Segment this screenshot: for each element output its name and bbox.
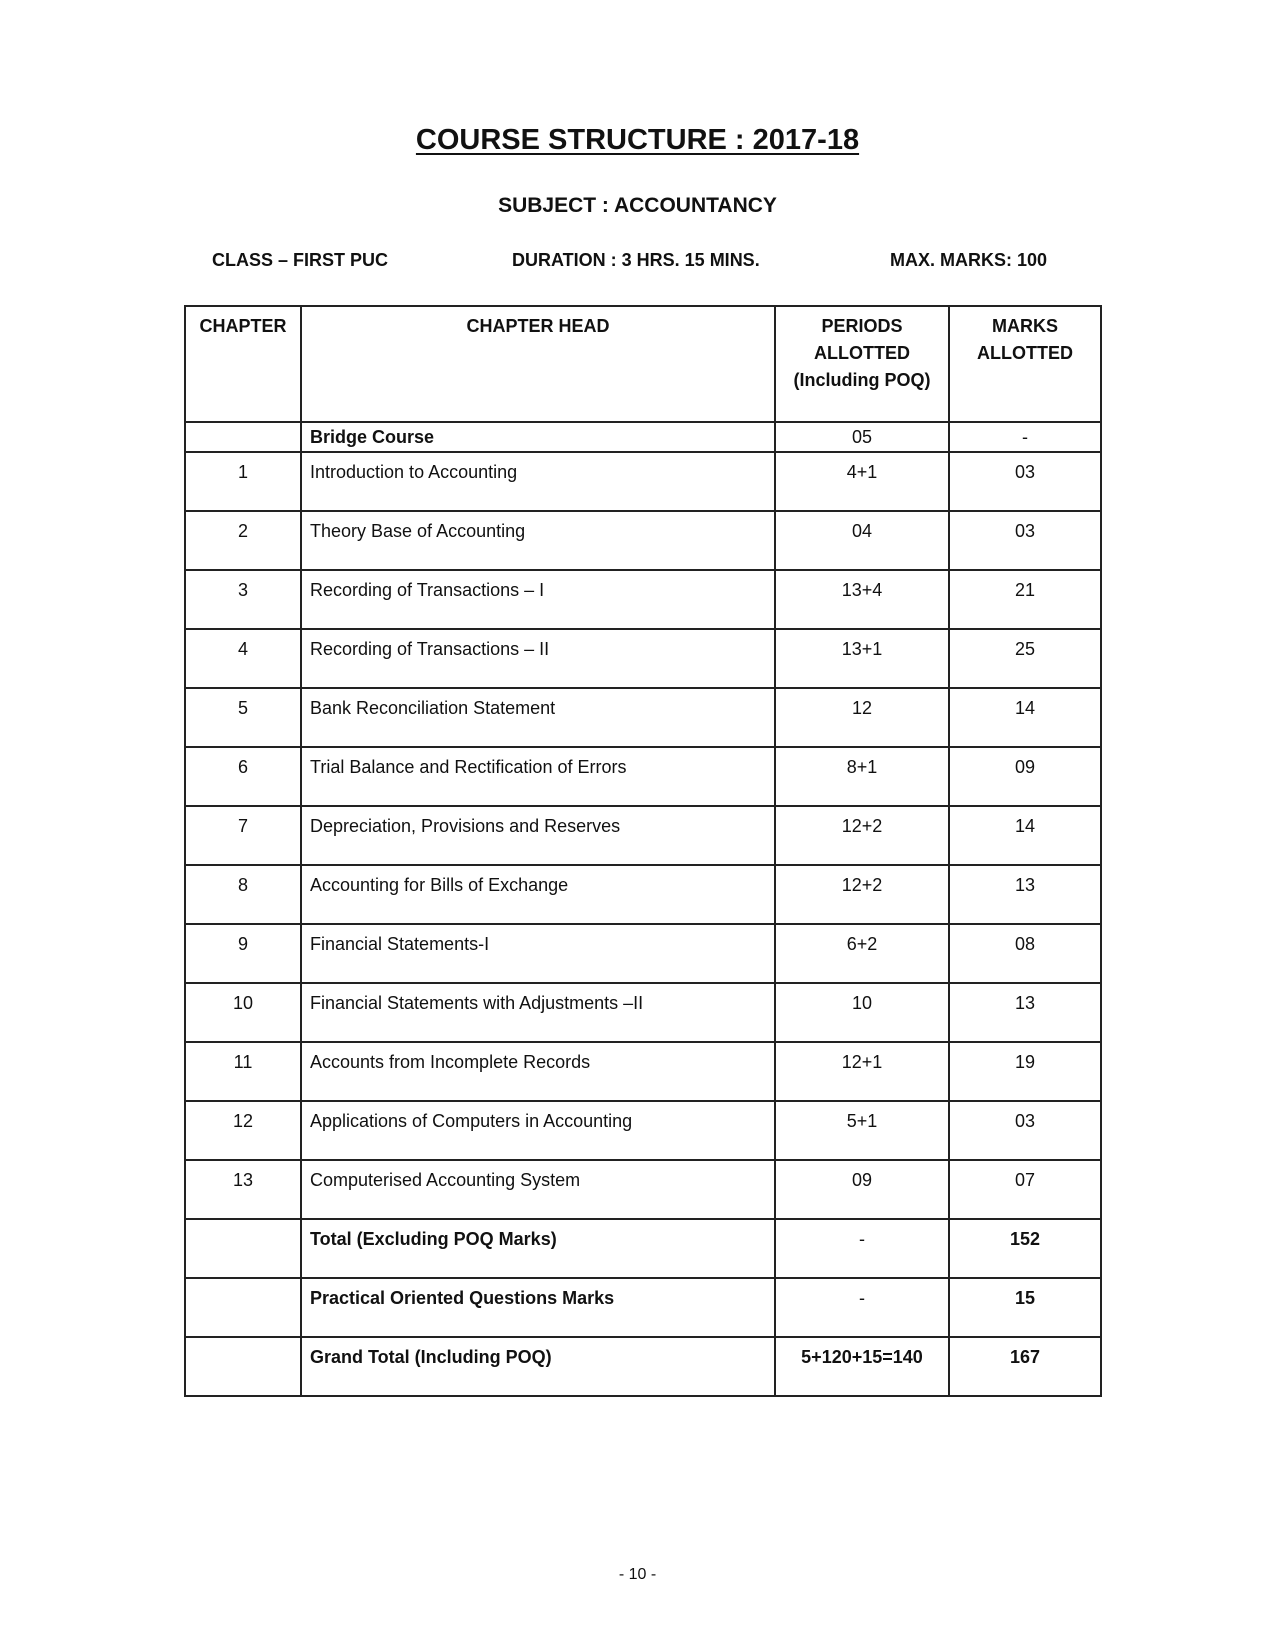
table-body: [185, 422, 1101, 1396]
chapter-number-cell: 13: [185, 1160, 301, 1219]
document-title-text: COURSE STRUCTURE : 2017-18: [415, 124, 860, 156]
chapter-number-cell: 2: [185, 511, 301, 570]
poq-row: [185, 1278, 1101, 1337]
periods-cell: 12+2: [775, 806, 949, 865]
periods-cell: 5+120+15=140: [775, 1337, 949, 1396]
chapter-head-cell: Trial Balance and Rectification of Errors: [301, 747, 775, 806]
table-header-row: [185, 306, 1101, 422]
header-marks-allotted: MARKS ALLOTTED: [949, 306, 1101, 422]
table-row: [185, 924, 1101, 983]
chapter-number-cell: 1: [185, 452, 301, 511]
marks-cell: 08: [949, 924, 1101, 983]
table-row: [185, 1101, 1101, 1160]
periods-cell: 12: [775, 688, 949, 747]
table-row: [185, 629, 1101, 688]
table-row: [185, 452, 1101, 511]
periods-cell: 10: [775, 983, 949, 1042]
table-row: [185, 570, 1101, 629]
marks-cell: 15: [949, 1278, 1101, 1337]
periods-cell: 6+2: [775, 924, 949, 983]
table-row: [185, 806, 1101, 865]
marks-cell: 13: [949, 983, 1101, 1042]
periods-cell: 4+1: [775, 452, 949, 511]
marks-cell: 13: [949, 865, 1101, 924]
header-chapter-head: CHAPTER HEAD: [301, 306, 775, 422]
total-row: [185, 1219, 1101, 1278]
marks-cell: 152: [949, 1219, 1101, 1278]
chapter-head-cell: Recording of Transactions – I: [301, 570, 775, 629]
marks-cell: 14: [949, 688, 1101, 747]
table-row: [185, 1042, 1101, 1101]
chapter-head-cell: Financial Statements with Adjustments –II: [301, 983, 775, 1042]
chapter-head-cell: Grand Total (Including POQ): [301, 1337, 775, 1396]
table-row: [185, 422, 1101, 452]
marks-cell: 07: [949, 1160, 1101, 1219]
chapter-head-cell: Applications of Computers in Accounting: [301, 1101, 775, 1160]
periods-cell: 12+1: [775, 1042, 949, 1101]
table-row: [185, 688, 1101, 747]
marks-cell: 09: [949, 747, 1101, 806]
chapter-number-cell: 11: [185, 1042, 301, 1101]
chapter-number-cell: [185, 422, 301, 452]
chapter-number-cell: [185, 1219, 301, 1278]
periods-cell: 05: [775, 422, 949, 452]
table-row: [185, 511, 1101, 570]
periods-cell: 12+2: [775, 865, 949, 924]
duration-label: DURATION : 3 HRS. 15 MINS.: [512, 250, 760, 270]
chapter-number-cell: 12: [185, 1101, 301, 1160]
periods-cell: -: [775, 1219, 949, 1278]
periods-cell: 5+1: [775, 1101, 949, 1160]
periods-cell: -: [775, 1278, 949, 1337]
periods-cell: 8+1: [775, 747, 949, 806]
marks-cell: 21: [949, 570, 1101, 629]
periods-cell: 13+4: [775, 570, 949, 629]
document-title: [0, 124, 1275, 157]
table-row: [185, 865, 1101, 924]
chapter-number-cell: 7: [185, 806, 301, 865]
marks-cell: 25: [949, 629, 1101, 688]
chapter-number-cell: 3: [185, 570, 301, 629]
chapter-head-cell: Bank Reconciliation Statement: [301, 688, 775, 747]
marks-cell: 167: [949, 1337, 1101, 1396]
chapter-head-cell: Bridge Course: [301, 422, 775, 452]
class-label: CLASS – FIRST PUC: [212, 250, 389, 270]
chapter-number-cell: 8: [185, 865, 301, 924]
chapter-head-cell: Introduction to Accounting: [301, 452, 775, 511]
table-row: [185, 983, 1101, 1042]
table-row: [185, 747, 1101, 806]
chapter-head-cell: Depreciation, Provisions and Reserves: [301, 806, 775, 865]
chapter-head-cell: Financial Statements-I: [301, 924, 775, 983]
periods-cell: 04: [775, 511, 949, 570]
page-number: - 10 -: [618, 1566, 657, 1583]
chapter-number-cell: [185, 1278, 301, 1337]
max-marks-label: MAX. MARKS: 100: [890, 250, 1048, 270]
chapter-head-cell: Theory Base of Accounting: [301, 511, 775, 570]
chapter-head-cell: Total (Excluding POQ Marks): [301, 1219, 775, 1278]
subject-heading: SUBJECT : ACCOUNTANCY: [498, 194, 777, 217]
chapter-number-cell: 10: [185, 983, 301, 1042]
header-periods-allotted: PERIODS ALLOTTED (Including POQ): [775, 306, 949, 422]
periods-cell: 09: [775, 1160, 949, 1219]
chapter-number-cell: 4: [185, 629, 301, 688]
chapter-number-cell: 5: [185, 688, 301, 747]
chapter-number-cell: 9: [185, 924, 301, 983]
chapter-head-cell: Accounting for Bills of Exchange: [301, 865, 775, 924]
marks-cell: 19: [949, 1042, 1101, 1101]
course-structure-table: [184, 305, 1102, 1397]
chapter-head-cell: Practical Oriented Questions Marks: [301, 1278, 775, 1337]
marks-cell: 14: [949, 806, 1101, 865]
marks-cell: -: [949, 422, 1101, 452]
marks-cell: 03: [949, 511, 1101, 570]
marks-cell: 03: [949, 1101, 1101, 1160]
chapter-number-cell: 6: [185, 747, 301, 806]
marks-cell: 03: [949, 452, 1101, 511]
grand-total-row: [185, 1337, 1101, 1396]
table-row: [185, 1160, 1101, 1219]
chapter-head-cell: Computerised Accounting System: [301, 1160, 775, 1219]
chapter-head-cell: Recording of Transactions – II: [301, 629, 775, 688]
periods-cell: 13+1: [775, 629, 949, 688]
header-chapter: CHAPTER: [185, 306, 301, 422]
chapter-head-cell: Accounts from Incomplete Records: [301, 1042, 775, 1101]
chapter-number-cell: [185, 1337, 301, 1396]
